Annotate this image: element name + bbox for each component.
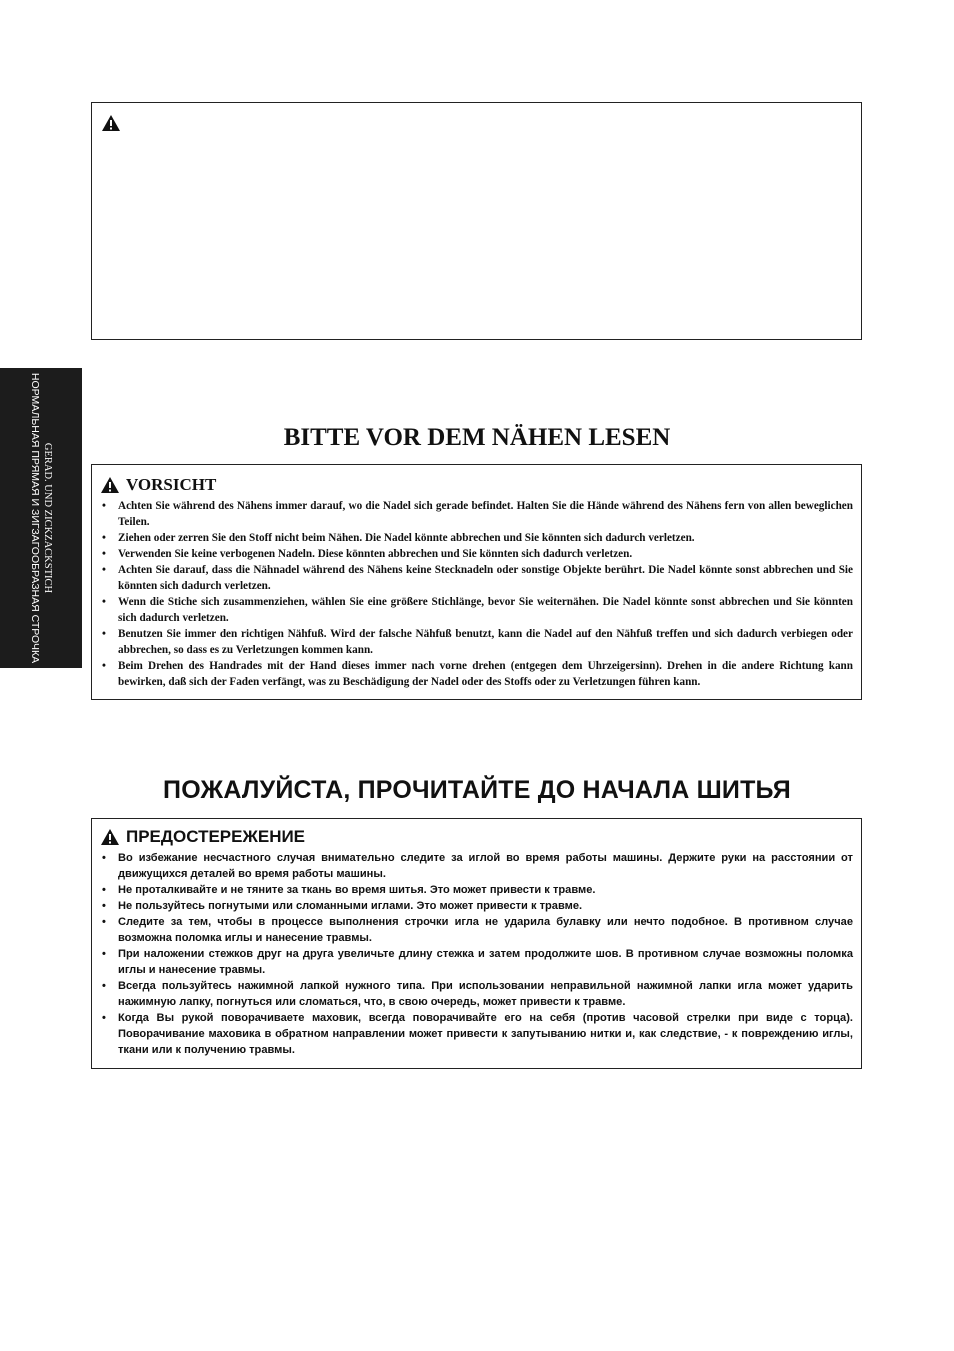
list-item: • Wenn die Stiche sich zusammenziehen, wählen Sie eine größere Stichlänge, bevor Sie weiternähen. Die Nadel könnte sonst abbrechen und Sie könnten sich dadurch verletzen. [100,594,853,626]
list-item: • Ziehen oder zerren Sie den Stoff nicht beim Nähen. Die Nadel könnte abbrechen und Sie könnten sich dadurch verletzen. [100,530,853,546]
list-item: • Во избежание несчастного случая внимательно следите за иглой во время работы машины. Держите руки на расстоянии от движущихся деталей во время работы машины. [100,850,853,882]
side-tab-line-german: GERAD. UND ZICKZACKSTICH [42,442,53,594]
warning-triangle-icon [100,828,120,846]
german-caution-box [91,464,862,700]
side-tab-text [28,372,54,664]
list-item: • Когда Вы рукой поворачиваете маховик, всегда поворачивайте его на себя (против часовой стрелки при виде с торца). Поворачивание маховика в обратном направлении может привести к запутыванию нитки и, как следствие, - к повреждению иглы, ткани или к получению травмы. [100,1010,853,1058]
german-caution-list [100,498,853,690]
list-item: • Beim Drehen des Handrades mit der Hand dieses immer nach vorne drehen (entgegen dem Uhrzeigersinn). Drehen in die andere Richtung kann bewirken, daß sich der Faden verfängt, was zu Beschädigung der Nadel oder des Stoffs oder zu Verletzungen führen kann. [100,658,853,690]
list-item: • Achten Sie darauf, dass die Nähnadel während des Nähens keine Stecknadeln oder sonstige Objekte berührt. Die Nadel könnte sonst abbrechen und Sie könnten sich dadurch verletzen. [100,562,853,594]
list-item: • Всегда пользуйтесь нажимной лапкой нужного типа. При использовании неправильной нажимной лапки игла может ударить нажимную лапку, погнуться или сломаться, что, в свою очередь, может привести к травме. [100,978,853,1010]
side-section-tab [0,368,82,668]
warning-triangle-icon [101,114,121,132]
caution-box-blank [91,102,862,340]
list-item: • Verwenden Sie keine verbogenen Nadeln. Diese könnten abbrechen und Sie könnten sich dadurch verletzen. [100,546,853,562]
russian-heading: ПОЖАЛУЙСТА, ПРОЧИТАЙТЕ ДО НАЧАЛА ШИТЬЯ [163,776,791,804]
german-caution-title [100,475,853,495]
russian-caution-label: ПРЕДОСТЕРЕЖЕНИЕ [126,827,306,846]
warning-triangle-icon [100,476,120,494]
russian-caution-title [100,827,853,847]
german-heading: BITTE VOR DEM NÄHEN LESEN [283,424,671,451]
list-item: • Не проталкивайте и не тяните за ткань во время шитья. Это может привести к травме. [100,882,853,898]
russian-caution-list [100,850,853,1058]
list-item: • При наложении стежков друг на друга увеличьте длину стежка и затем продолжите шов. В противном случае возможны поломка иглы и нанесение травмы. [100,946,853,978]
list-item: • Achten Sie während des Nähens immer darauf, wo die Nadel sich gerade befindet. Halten Sie die Hände während des Nähens fern von allen beweglichen Teilen. [100,498,853,530]
russian-caution-box [91,818,862,1069]
german-caution-label: VORSICHT [126,475,217,494]
side-tab-line-russian: НОРМАЛЬНАЯ ПРЯМАЯ И ЗИГЗАГООБРАЗНАЯ СТРОЧКА [29,372,41,664]
list-item: • Следите за тем, чтобы в процессе выполнения строчки игла не ударила булавку или нечто подобное. В противном случае возможна поломка иглы и нанесение травмы. [100,914,853,946]
list-item: • Benutzen Sie immer den richtigen Nähfuß. Wird der falsche Nähfuß benutzt, kann die Nadel auf den Nähfuß treffen und sich dadurch verbiegen oder abbrechen, so dass es zu Verletzungen kommen kann. [100,626,853,658]
list-item: • Не пользуйтесь погнутыми или сломанными иглами. Это может привести к травме. [100,898,853,914]
